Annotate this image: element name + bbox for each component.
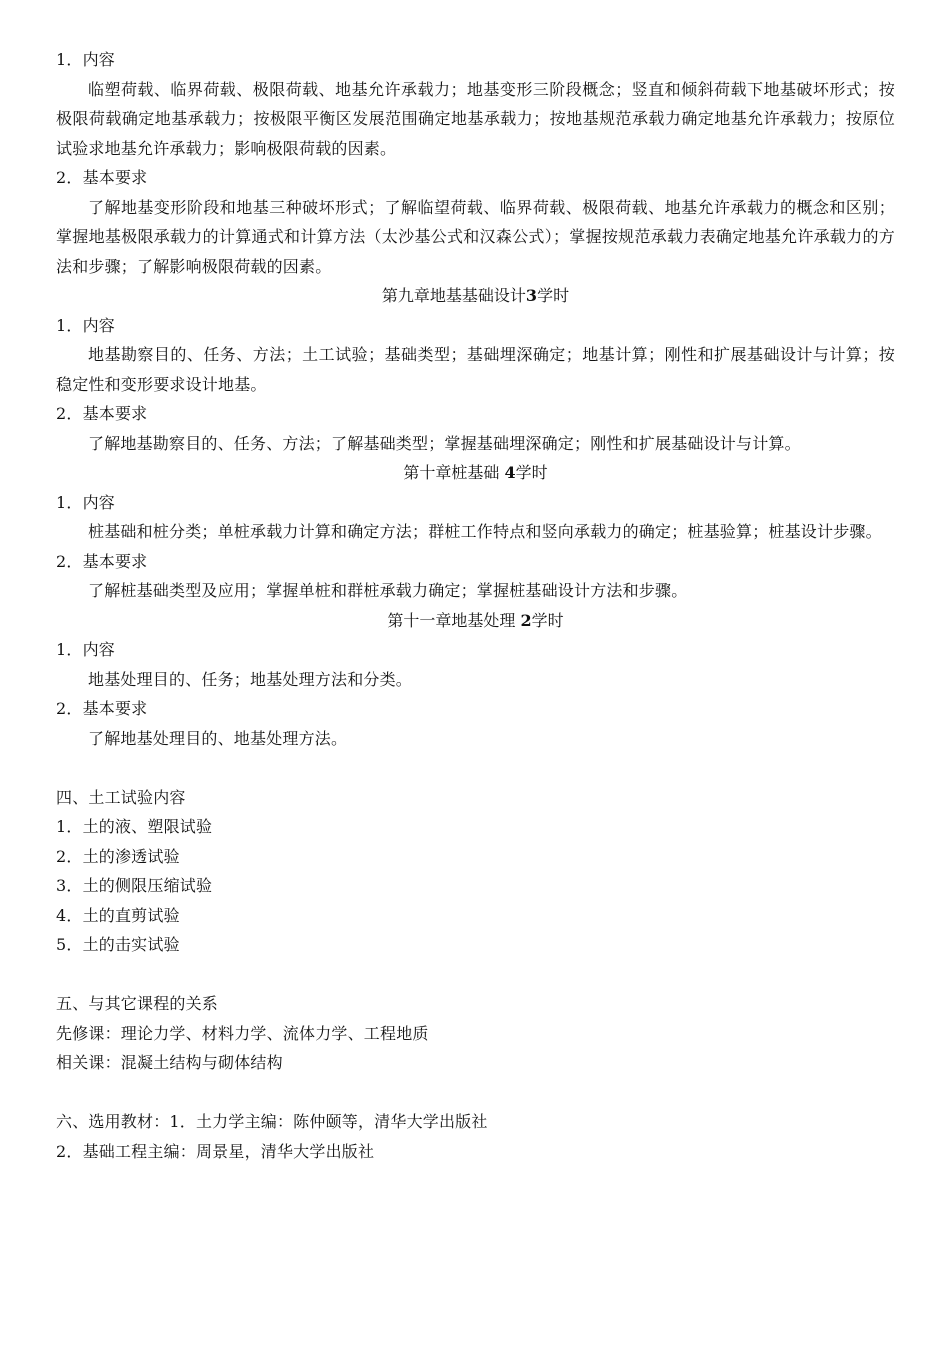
list-item: 4．土的直剪试验 xyxy=(56,905,180,925)
ch9-content-text: 地基勘察目的、任务、方法；土工试验；基础类型；基础埋深确定；地基计算；刚性和扩展基础设计与计算；按稳定性和变形要求设计地基。 xyxy=(56,345,895,394)
textbook-2: 2．基础工程主编：周景星，清华大学出版社 xyxy=(56,1141,375,1161)
ch11-content-text: 地基处理目的、任务；地基处理方法和分类。 xyxy=(88,669,413,689)
ch10-title xyxy=(56,458,895,488)
spacer xyxy=(56,753,895,783)
ch8-content-heading: 1．内容 xyxy=(56,50,115,69)
ch11-title-text: 第十一章地基处理 xyxy=(387,610,521,630)
ch10-title-text: 第十章桩基础 xyxy=(403,463,505,482)
section4-title: 四、土工试验内容 xyxy=(56,787,186,807)
ch10-title-hours: 4 xyxy=(504,463,516,482)
ch11-title-unit: 学时 xyxy=(531,610,564,630)
list-item: 3．土的侧限压缩试验 xyxy=(56,876,213,895)
ch9-title xyxy=(56,281,895,311)
list-item: 1．土的液、塑限试验 xyxy=(56,817,213,836)
ch9-title-text: 第九章地基基础设计 xyxy=(381,286,526,305)
ch11-title xyxy=(56,606,895,636)
ch10-requirements-heading: 2．基本要求 xyxy=(56,551,148,571)
ch11-title-hours: 2 xyxy=(520,610,532,630)
ch8-requirements-heading: 2．基本要求 xyxy=(56,168,148,187)
related-courses: 相关课：混凝土结构与砌体结构 xyxy=(56,1053,283,1072)
ch10-title-unit: 学时 xyxy=(515,463,548,482)
ch9-title-hours: 3 xyxy=(525,286,538,305)
list-item: 5．土的击实试验 xyxy=(56,935,180,954)
ch11-requirements-heading: 2．基本要求 xyxy=(56,699,148,718)
list-item: 2．土的渗透试验 xyxy=(56,846,180,866)
textbook-1: 六、选用教材：1．土力学主编：陈仲颐等，清华大学出版社 xyxy=(56,1112,488,1131)
ch8-requirements-text: 了解地基变形阶段和地基三种破坏形式；了解临望荷载、临界荷载、极限荷载、地基允许承载力的概念和区别；掌握地基极限承载力的计算通式和计算方法（太沙基公式和汉森公式）；掌握按规范承载力表确定地基允许承载力的方法和步骤；了解影响极限荷载的因素。 xyxy=(56,197,895,276)
ch11-content-heading: 1．内容 xyxy=(56,640,115,659)
spacer xyxy=(56,1078,895,1108)
ch9-requirements-text: 了解地基勘察目的、任务、方法；了解基础类型；掌握基础埋深确定；刚性和扩展基础设计与计算。 xyxy=(88,433,801,453)
spacer xyxy=(56,960,895,990)
prerequisite-courses: 先修课：理论力学、材料力学、流体力学、工程地质 xyxy=(56,1023,429,1043)
ch10-content-text: 桩基础和桩分类；单桩承载力计算和确定方法；群桩工作特点和竖向承载力的确定；桩基验算；桩基设计步骤。 xyxy=(88,522,882,541)
section5-title: 五、与其它课程的关系 xyxy=(56,994,219,1013)
ch10-requirements-text: 了解桩基础类型及应用；掌握单桩和群桩承载力确定；掌握桩基础设计方法和步骤。 xyxy=(88,581,688,600)
ch9-requirements-heading: 2．基本要求 xyxy=(56,404,148,423)
ch11-requirements-text: 了解地基处理目的、地基处理方法。 xyxy=(88,728,348,748)
ch9-content-heading: 1．内容 xyxy=(56,315,115,335)
ch8-content-text: 临塑荷载、临界荷载、极限荷载、地基允许承载力；地基变形三阶段概念；竖直和倾斜荷载下地基破坏形式；按极限荷载确定地基承载力；按极限平衡区发展范围确定地基承载力；按地基规范承载力确定地基允许承载力；按原位试验求地基允许承载力；影响极限荷载的因素。 xyxy=(56,79,895,158)
ch10-content-heading: 1．内容 xyxy=(56,492,115,512)
ch9-title-unit: 学时 xyxy=(537,286,570,305)
